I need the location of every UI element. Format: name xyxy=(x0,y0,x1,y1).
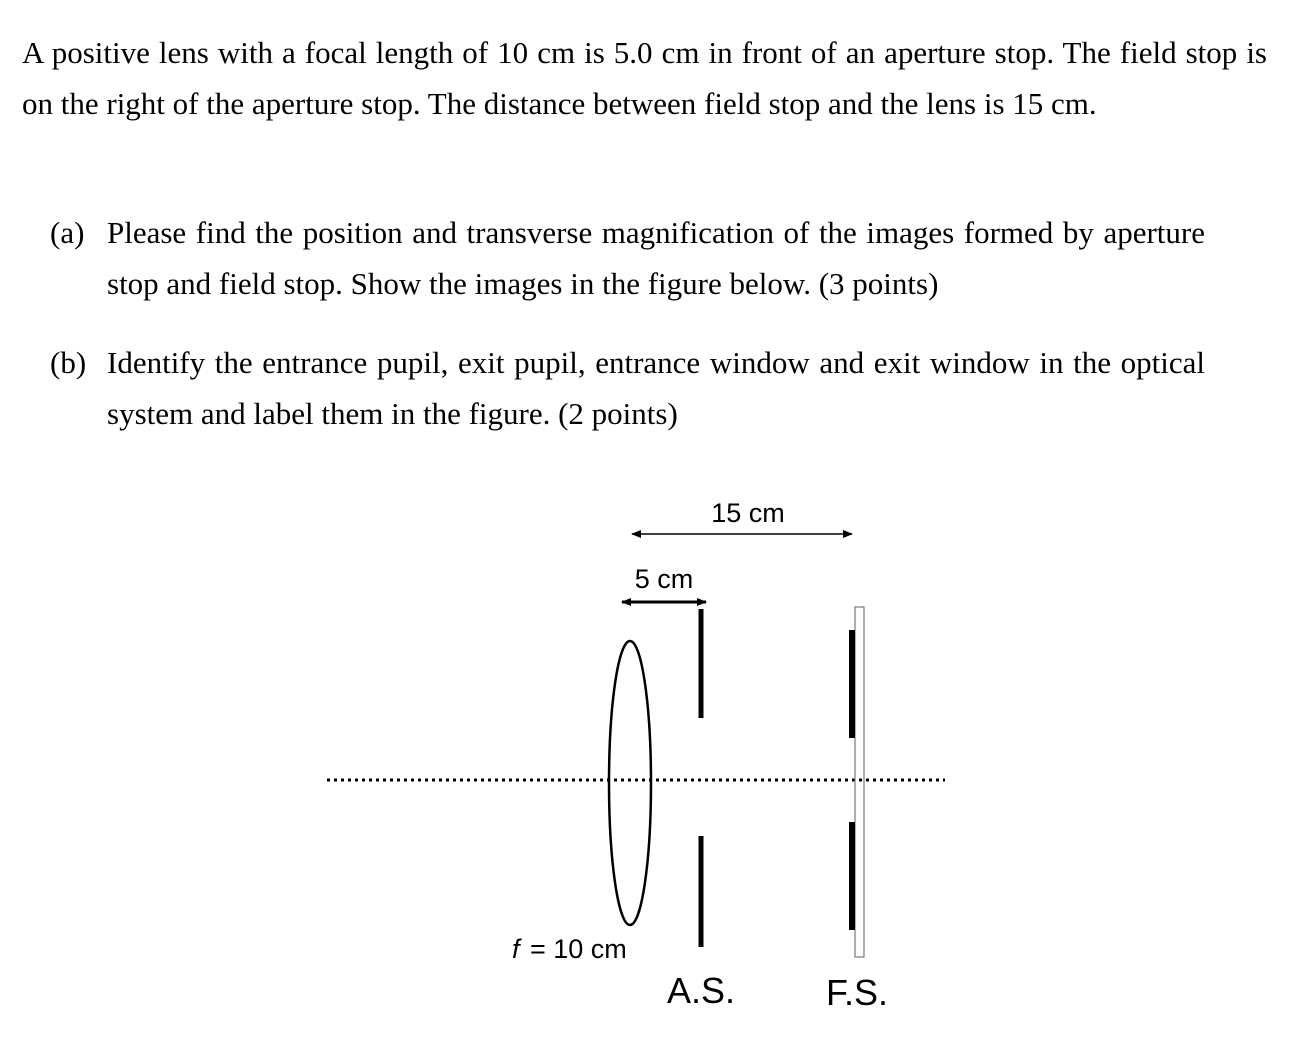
question-b xyxy=(50,337,1265,447)
focal-length-value: = 10 cm xyxy=(530,934,627,964)
focal-length-symbol: f xyxy=(512,934,520,964)
field-stop-outline xyxy=(855,607,864,957)
lens-to-aperture-stop-distance-label: 5 cm xyxy=(634,564,694,594)
field-stop-label: F.S. xyxy=(825,972,889,1013)
positive-lens xyxy=(609,641,651,925)
question-b-text: Identify the entrance pupil, exit pupil, entrance window and exit window in the optical system and label them in the figure. (2 points) xyxy=(107,345,1205,431)
question-b-marker: (b) xyxy=(50,345,87,380)
aperture-stop-label: A.S. xyxy=(666,970,736,1011)
lens-to-field-stop-distance-label: 15 cm xyxy=(711,498,785,528)
question-a xyxy=(50,207,1265,317)
question-a-text: Please find the position and transverse magnification of the images formed by aperture stop and field stop. Show the images in the figure below. (3 points) xyxy=(107,215,1205,301)
problem-statement: A positive lens with a focal length of 10 cm is 5.0 cm in front of an aperture stop. The field stop is on the right of the aperture stop. The distance between field stop and the lens is 15 cm. xyxy=(22,35,1267,121)
question-a-marker: (a) xyxy=(50,215,85,250)
